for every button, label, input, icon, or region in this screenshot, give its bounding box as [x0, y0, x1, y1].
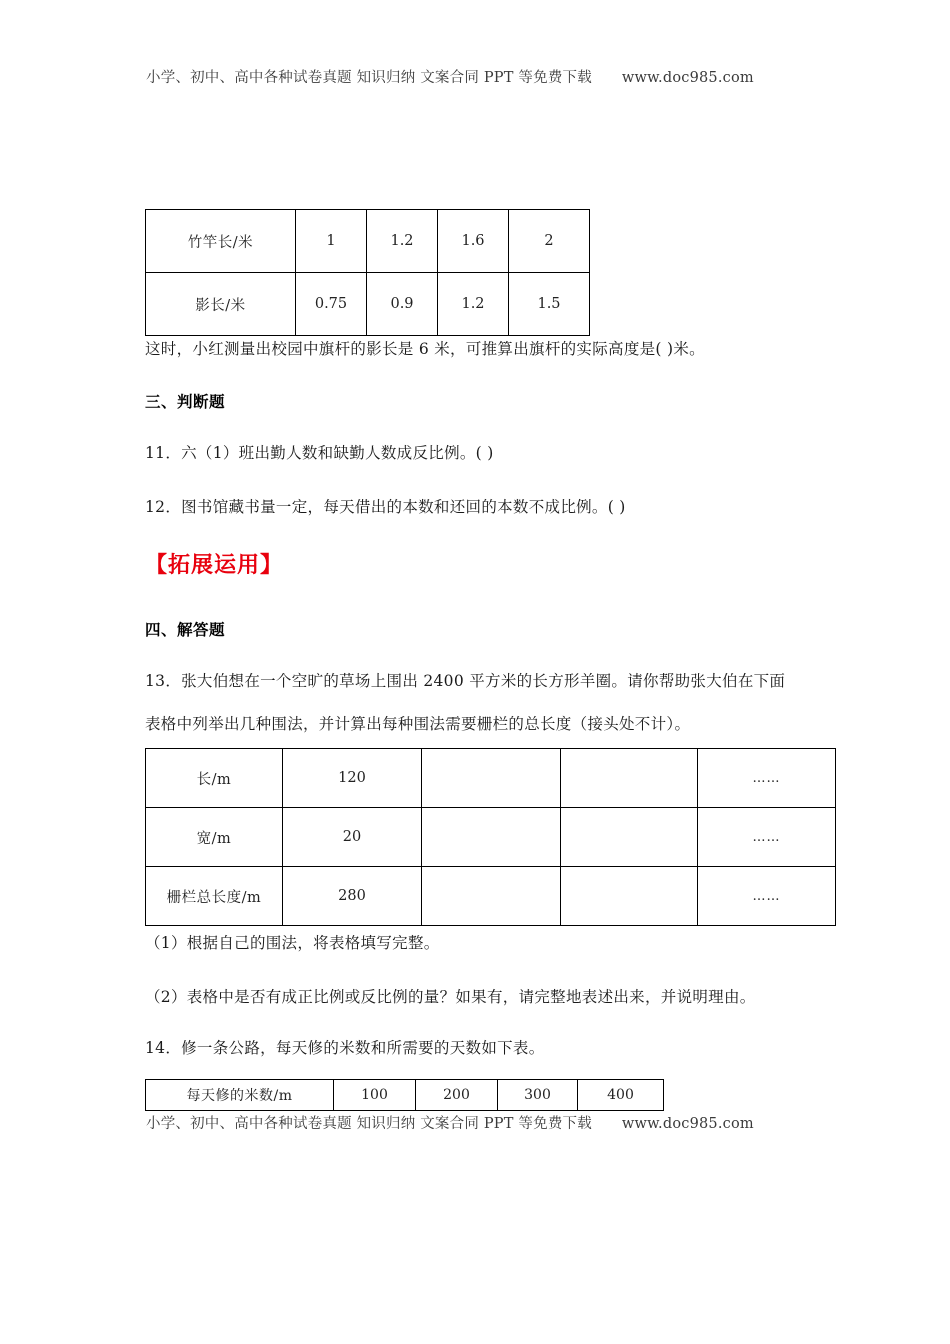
- table-fence-dimensions: [145, 748, 836, 926]
- question-13-sub2: （2）表格中是否有成正比例或反比例的量？如果有，请完整地表述出来，并说明理由。: [145, 988, 756, 1006]
- cell: [561, 749, 698, 808]
- question-13-line2: 表格中列举出几种围法，并计算出每种围法需要栅栏的总长度（接头处不计）。: [145, 715, 691, 733]
- row-label: 每天修的米数/m: [146, 1080, 334, 1111]
- watermark-url: www.doc985.com: [621, 1116, 754, 1132]
- cell: 2: [509, 210, 590, 273]
- row-label: 栅栏总长度/m: [146, 867, 283, 926]
- question-10-tail-text: 这时，小红测量出校园中旗杆的影长是 6 米，可推算出旗杆的实际高度是( )米。: [145, 340, 705, 358]
- row-label: 长/m: [146, 749, 283, 808]
- cell: 280: [283, 867, 422, 926]
- section-heading-four: 四、解答题: [145, 620, 226, 639]
- row-label: 宽/m: [146, 808, 283, 867]
- cell: 400: [578, 1080, 664, 1111]
- cell: 0.75: [296, 273, 367, 336]
- cell: 1.6: [438, 210, 509, 273]
- cell: 1.2: [438, 273, 509, 336]
- cell: [422, 749, 561, 808]
- cell: [561, 808, 698, 867]
- cell: [422, 808, 561, 867]
- row-label: 竹竿长/米: [146, 210, 296, 273]
- page-header-watermark: [146, 66, 846, 87]
- cell: 1.2: [367, 210, 438, 273]
- cell: ……: [698, 749, 836, 808]
- question-14-line1: 14．修一条公路，每天修的米数和所需要的天数如下表。: [145, 1039, 545, 1057]
- cell: 1: [296, 210, 367, 273]
- cell: ……: [698, 867, 836, 926]
- table-row: [146, 808, 836, 867]
- table-row: [146, 749, 836, 808]
- watermark-text: 小学、初中、高中各种试卷真题 知识归纳 文案合同 PPT 等免费下载: [146, 1116, 592, 1132]
- cell: ……: [698, 808, 836, 867]
- question-13-line1: 13．张大伯想在一个空旷的草场上围出 2400 平方米的长方形羊圈。请你帮助张大伯在下面: [145, 672, 786, 690]
- cell: [561, 867, 698, 926]
- cell: 200: [416, 1080, 498, 1111]
- question-12: 12．图书馆藏书量一定，每天借出的本数和还回的本数不成比例。( ): [145, 498, 626, 516]
- watermark-url: www.doc985.com: [621, 70, 754, 86]
- cell: 1.5: [509, 273, 590, 336]
- cell: 0.9: [367, 273, 438, 336]
- expand-application-heading: 【拓展运用】: [145, 552, 284, 578]
- section-heading-three: 三、判断题: [145, 392, 226, 411]
- table-road-meters-per-day: [145, 1079, 664, 1111]
- page-footer-watermark: [146, 1112, 846, 1133]
- table-row: [146, 1080, 664, 1111]
- table-row: [146, 210, 590, 273]
- cell: 300: [498, 1080, 578, 1111]
- row-label: 影长/米: [146, 273, 296, 336]
- watermark-text: 小学、初中、高中各种试卷真题 知识归纳 文案合同 PPT 等免费下载: [146, 70, 592, 86]
- cell: [422, 867, 561, 926]
- table-row: [146, 273, 590, 336]
- cell: 120: [283, 749, 422, 808]
- cell: 100: [334, 1080, 416, 1111]
- cell: 20: [283, 808, 422, 867]
- question-13-sub1: （1）根据自己的围法，将表格填写完整。: [145, 934, 440, 952]
- question-11: 11．六（1）班出勤人数和缺勤人数成反比例。( ): [145, 444, 494, 462]
- table-shadow-measurements: [145, 209, 590, 336]
- table-row: [146, 867, 836, 926]
